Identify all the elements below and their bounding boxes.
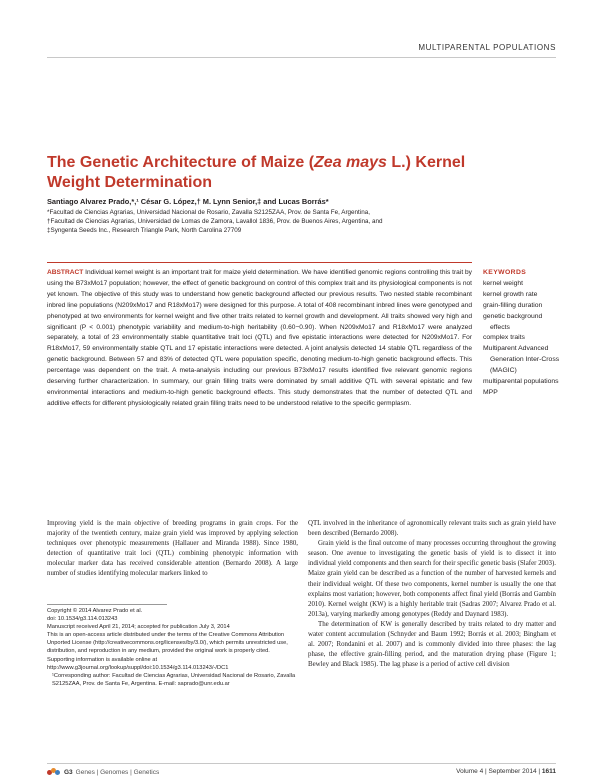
page-number: 1611 (541, 768, 556, 775)
issue-text: Volume 4 | September 2014 | (456, 768, 541, 775)
affiliation: *Facultad de Ciencias Agrarias, Universidad Nacional de Rosario, Zavalla S2125ZAA, Prov. de Santa Fe, Argentina, (47, 209, 370, 216)
article-title (47, 153, 517, 192)
section-label: MULTIPARENTAL POPULATIONS (418, 43, 556, 52)
abstract (47, 268, 472, 410)
keyword-item: grain-filling duration (483, 301, 543, 309)
body-paragraph: The determination of KW is generally described by traits related to dry matter and water content accumulation (Schnyder and Baum 1992; Borrás et al. 2003; Bingham et al. 2007; Rondanini et al. 2007) and is commonly divided into three phases: the lag phase, the effective grain-filling period, and the maturation drying phase (Figure 1; Bewley and Black 1985). The lag phase is a period of active cell division (308, 620, 556, 669)
footnote-divider (47, 604, 167, 605)
abstract-label: ABSTRACT (47, 269, 84, 276)
affiliation: †Facultad de Ciencias Agrarias, Universidad de Lomas de Zamora, Lavallol 1836, Prov. de Buenos Aires, Argentina, and (47, 218, 383, 226)
keyword-item: Multiparent Advanced Generation Inter-Cross (MAGIC) (483, 345, 560, 375)
author-list: Santiago Alvarez Prado,*,¹ César G. López,† M. Lynn Senior,‡ and Lucas Borrás* (47, 197, 329, 206)
corresponding-author-note: ¹Corresponding author: Facultad de Ciencias Agrarias, Universidad Nacional de Rosario, Zavalla S2125ZAA, Prov. de Santa Fe, Argentina. E-mail: saprado@unr.edu.ar (52, 672, 296, 687)
title-part-2: L.) Kernel Weight Determination (47, 154, 466, 191)
title-species: Zea mays (314, 154, 387, 171)
body-paragraph: Improving yield is the main objective of breeding programs in grain crops. For the majority of the twentieth century, maize grain yield was improved by applying selection techniques over phenotypic measurements (Hallauer and Miranda 1988). Since 1980, detection of quantitative trait loci (QTL) combining phenotypic information with molecular marker data has received considerable attention (Bernardo 2008). A large number of studies identifying molecular markers linked to (47, 520, 298, 578)
keyword-item: kernel weight (483, 279, 524, 287)
keyword-item: genetic background effects (483, 312, 543, 331)
title-part-1: The Genetic Architecture of Maize ( (47, 154, 315, 171)
body-column-left (47, 519, 298, 580)
footnotes (47, 607, 298, 688)
affiliations (47, 208, 547, 236)
abstract-divider (47, 262, 472, 263)
keyword-item: kernel growth rate (483, 290, 538, 298)
body-column-right (308, 519, 556, 670)
supporting-info-note: Supporting information is available online at http://www.g3journal.org/lookup/suppl/doi:10.1534/g3.114.013243/-/DC1 (47, 656, 229, 671)
license-note: This is an open-access article distributed under the terms of the Creative Commons Attribution Unported License (http://creativecommons.org/licenses/by/3.0/), which permits unrestricted use, distribution, and reproduction in any medium, provided the original work is properly cited. (47, 632, 288, 655)
copyright-line: Copyright © 2014 Alvarez Prado et al. (47, 608, 143, 614)
keywords-panel (483, 268, 563, 399)
affiliation: ‡Syngenta Seeds Inc., Research Triangle Park, North Carolina 27709 (47, 227, 242, 235)
doi-line: doi: 10.1534/g3.114.013243 (47, 616, 118, 623)
g3-logo-icon (47, 768, 61, 776)
journal-name: Genes | Genomes | Genetics (75, 768, 160, 776)
keyword-item: multiparental populations (483, 378, 559, 386)
footer-divider (47, 763, 556, 764)
journal-footer (47, 768, 159, 776)
issue-info (456, 768, 556, 775)
journal-logo-text: G3 (64, 768, 73, 776)
header-divider (47, 57, 556, 58)
keyword-item: MPP (483, 388, 498, 396)
body-paragraph: QTL involved in the inheritance of agronomically relevant traits such as grain yield have been described (Bernardo 2008). (308, 520, 556, 538)
keywords-heading: KEYWORDS (483, 269, 527, 276)
manuscript-dates: Manuscript received April 21, 2014; accepted for publication July 3, 2014 (47, 624, 230, 631)
body-paragraph: Grain yield is the final outcome of many processes occurring throughout the growing season. One avenue to investigating the genetic basis of yield is to dissect it into individual yield components and then search for their specific genetic basis (Slafer 2003). Maize grain yield can be described as a function of the number of harvested kernels and their individual weight. Of these two components, kernel number is usually the one that explains most variation; however, both components affect final yield (Borrás and Gambín 2010). Kernel weight (KW) is a highly heritable trait (Sadras 2007; Alvarez Prado et al. 2013a), varying markedly among genotypes (Reddy and Daynard 1983). (308, 540, 556, 618)
abstract-text: Individual kernel weight is an important trait for maize yield determination. We have identified genomic regions controlling this trait by using the B73xMo17 population; however, the effect of genetic background on control of this complex trait and its physiological components is not yet known. The objective of this study was to understand how genetic background affected our previous results. Two nested stable recombinant inbred line populations (N209xMo17 and R18xMo17) were designed for this purpose. A total of 408 recombinant inbred lines were genotyped and phenotyped at two environments for kernel weight and five other traits related to kernel growth and development. All traits showed very high and significant (P < 0.001) phenotypic variability and medium-to-high heritability (0.60−0.90). When N209xMo17 and R18xMo17 were analyzed separately, a total of 23 environmentally stable quantitative trait loci (QTL) and five epistatic interactions were detected for N209xMo17. For R18xMo17, 59 environmentally stable QTL and 17 epistatic interactions were detected. A joint analysis detected 14 stable QTL regardless of the genetic background. Between 57 and 83% of detected QTL were population specific, denoting medium-to-high genetic background effects. This percentage was dependent on the trait. A meta-analysis including our previous B73xMo17 results identified five relevant genomic regions deserving further characterization. In summary, our grain filling traits were dominated by small additive QTL with several epistatic and few environmental interactions and medium-to-high genetic background effects. This study demonstrates that the number of detected QTL and additive effects for different physiologically related grain filling traits need to be understood relative to the specific germplasm. (47, 269, 472, 407)
keyword-item: complex traits (483, 334, 525, 342)
